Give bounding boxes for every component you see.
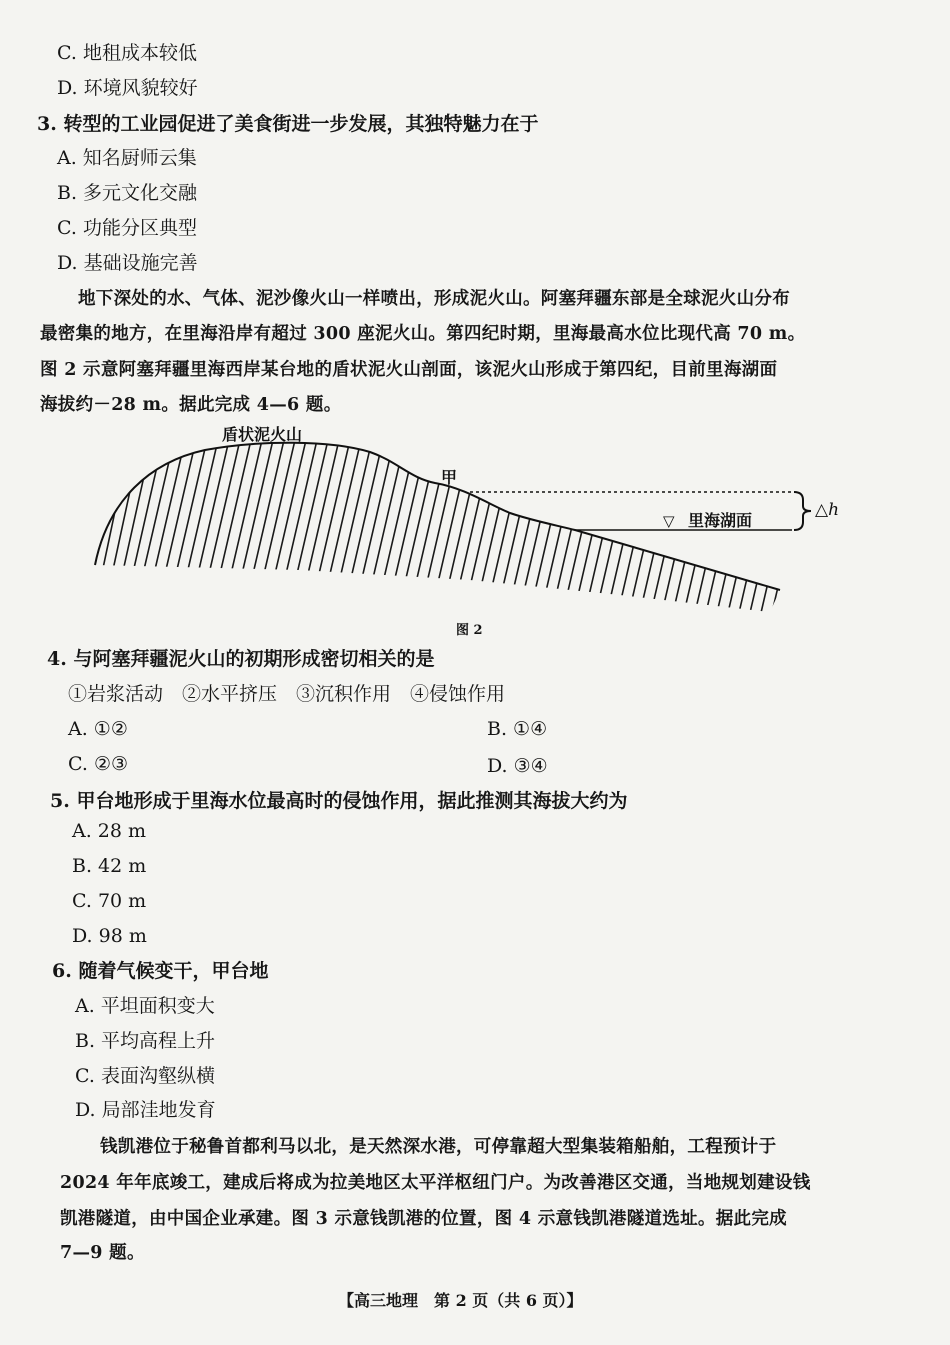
option-4b: B. ①④ xyxy=(487,718,548,740)
volcano-label: 盾状泥火山 xyxy=(222,425,303,444)
jia-label: 甲 xyxy=(441,468,458,487)
option-3d: D. 基础设施完善 xyxy=(57,252,198,274)
passage2-line3: 凯港隧道，由中国企业承建。图 3 示意钱凯港的位置，图 4 示意钱凯港隧道选址。据此完成 xyxy=(60,1209,787,1229)
option-6a: A. 平坦面积变大 xyxy=(75,995,215,1017)
question-4-stem: 4. 与阿塞拜疆泥火山的初期形成密切相关的是 xyxy=(47,648,435,670)
option-5a: A. 28 m xyxy=(72,820,147,842)
option-5d: D. 98 m xyxy=(72,925,147,947)
question-3-stem: 3. 转型的工业园促进了美食街进一步发展，其独特魅力在于 xyxy=(37,113,539,135)
question-6-stem: 6. 随着气候变干，甲台地 xyxy=(52,960,269,982)
option-3c: C. 功能分区典型 xyxy=(57,217,197,239)
option-2c: C. 地租成本较低 xyxy=(57,42,197,64)
lake-label: 里海湖面 xyxy=(688,511,753,530)
passage1-line2: 最密集的地方，在里海沿岸有超过 300 座泥火山。第四纪时期，里海最高水位比现代高 70 m。 xyxy=(40,324,806,344)
option-6b: B. 平均高程上升 xyxy=(75,1030,216,1052)
question-5-stem: 5. 甲台地形成于里海水位最高时的侵蚀作用，据此推测其海拔大约为 xyxy=(50,790,628,812)
figure2-mud-volcano-profile xyxy=(0,415,950,645)
option-3b: B. 多元文化交融 xyxy=(57,182,198,204)
option-6d: D. 局部洼地发育 xyxy=(75,1099,216,1121)
option-4a: A. ①② xyxy=(68,718,128,740)
profile-surface-line xyxy=(95,443,780,590)
option-2d: D. 环境风貌较好 xyxy=(57,77,198,99)
option-6c: C. 表面沟壑纵横 xyxy=(75,1065,215,1087)
option-5b: B. 42 m xyxy=(72,855,147,877)
passage2-line2: 2024 年年底竣工，建成后将成为拉美地区太平洋枢纽门户。为改善港区交通，当地规划建设钱 xyxy=(60,1173,811,1193)
figure2-caption: 图 2 xyxy=(456,623,483,638)
passage2-line4: 7—9 题。 xyxy=(60,1243,145,1263)
option-4d: D. ③④ xyxy=(487,755,548,777)
option-3a: A. 知名厨师云集 xyxy=(57,147,197,169)
delta-h-label: △h xyxy=(815,500,840,520)
page-footer: 【高三地理 第 2 页（共 6 页）】 xyxy=(338,1291,583,1310)
passage1-line1: 地下深处的水、气体、泥沙像火山一样喷出，形成泥火山。阿塞拜疆东部是全球泥火山分布 xyxy=(78,289,790,309)
delta-h-brace xyxy=(794,492,811,530)
lake-level-symbol: ▽ xyxy=(663,512,675,530)
passage1-line3: 图 2 示意阿塞拜疆里海西岸某台地的盾状泥火山剖面，该泥火山形成于第四纪，目前里海湖面 xyxy=(40,360,778,380)
option-5c: C. 70 m xyxy=(72,890,147,912)
option-4c: C. ②③ xyxy=(68,753,129,775)
question-4-choices: ①岩浆活动 ②水平挤压 ③沉积作用 ④侵蚀作用 xyxy=(68,683,506,705)
passage1-line4: 海拔约－28 m。据此完成 4—6 题。 xyxy=(40,395,342,415)
passage2-line1: 钱凯港位于秘鲁首都利马以北，是天然深水港，可停靠超大型集装箱船舶，工程预计于 xyxy=(100,1137,777,1157)
